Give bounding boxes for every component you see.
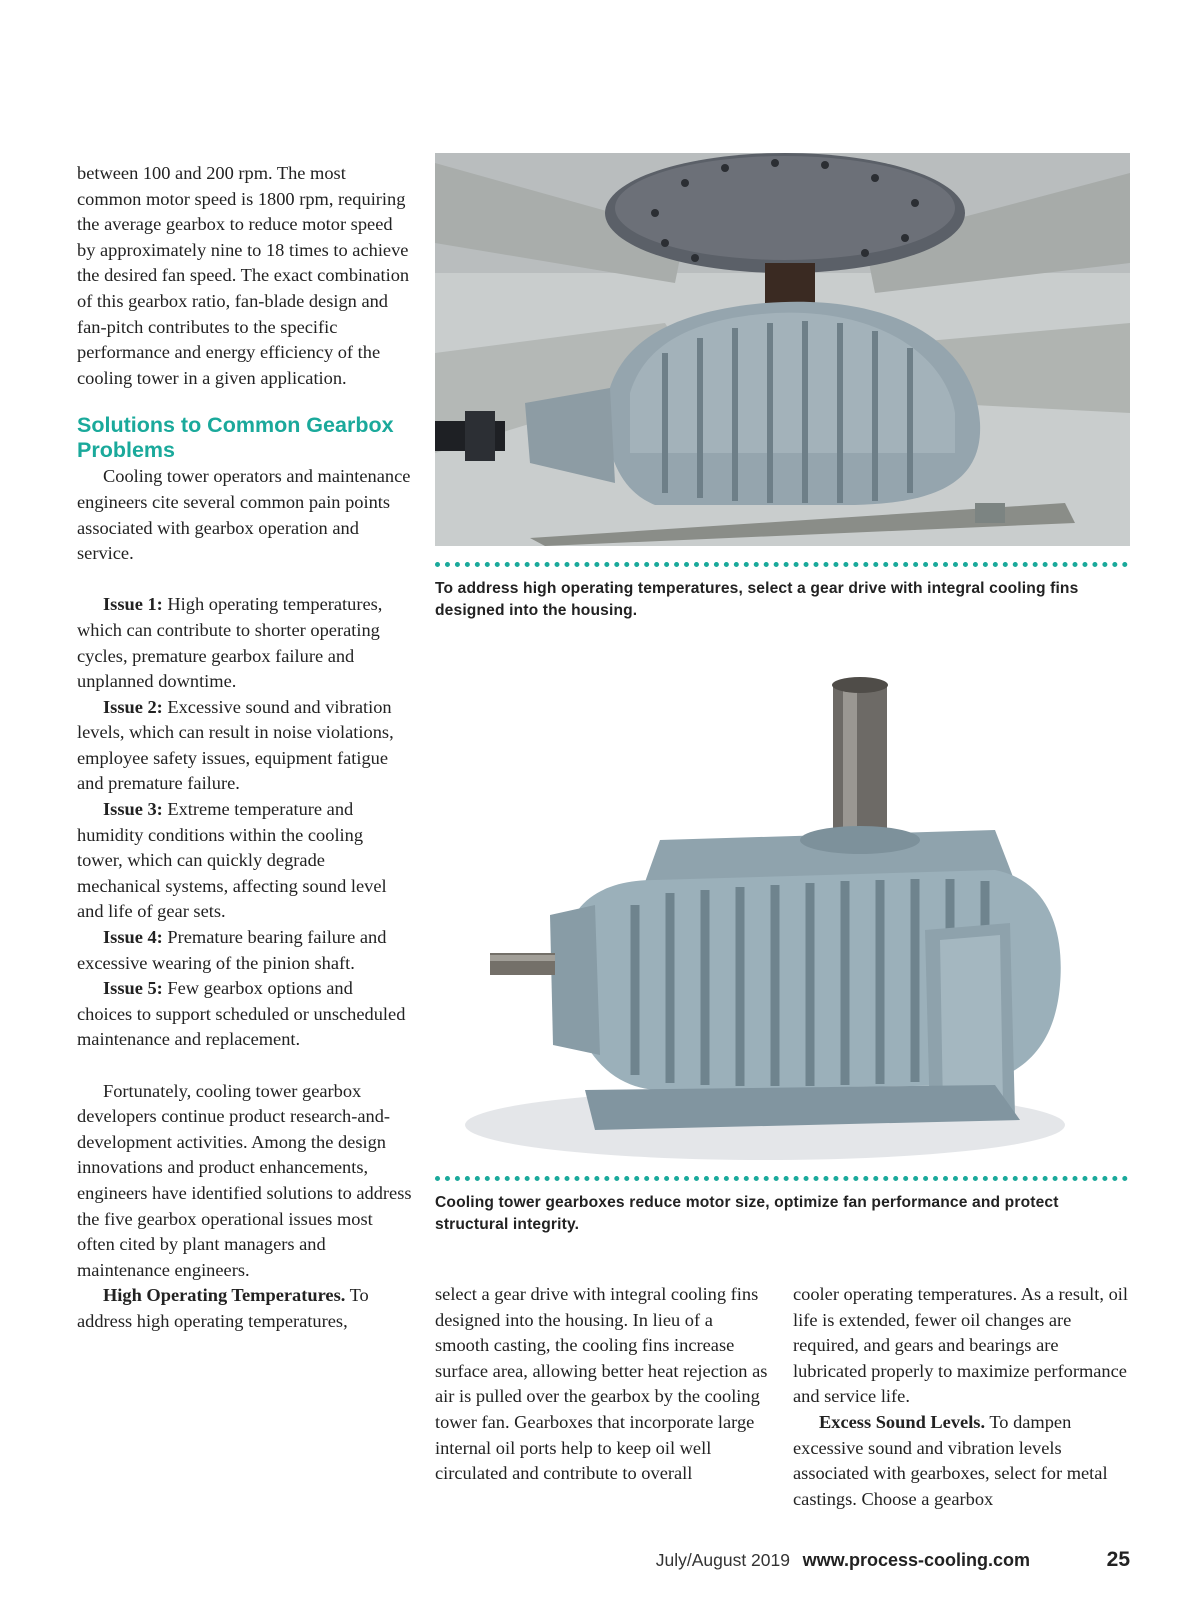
issue-label: Issue 5: [103, 978, 163, 999]
sound-paragraph [793, 1410, 1128, 1512]
issue-text: Premature bearing failure and excessive wearing of the pinion shaft. [77, 927, 387, 973]
issue-text: Extreme temperature and humidity conditions within the cooling tower, which can quickly degrade mechanical systems, affecting sound level and life of gear sets. [77, 799, 387, 922]
issue-label: Issue 1: [103, 594, 163, 615]
issue-text: Few gearbox options and choices to support scheduled or unscheduled maintenance and replacement. [77, 978, 406, 1050]
issue-label: Issue 3: [103, 799, 163, 820]
figure-caption-1: To address high operating temperatures, select a gear drive with integral cooling fins designed into the housing. [435, 580, 1079, 619]
subhead-label: Excess Sound Levels. [819, 1411, 986, 1432]
lead-paragraph: Cooling tower operators and maintenance engineers cite several common pain points associated with gearbox operation and service. [77, 466, 411, 564]
issue-paragraph-4 [77, 925, 412, 976]
issue-text: High operating temperatures, which can contribute to shorter operating cycles, premature gearbox failure and unplanned downtime. [77, 594, 383, 692]
page-footer [600, 1548, 1130, 1578]
subhead-text: To address high operating temperatures, [77, 1285, 369, 1331]
section-heading: Solutions to Common Gearbox Problems [77, 413, 394, 463]
issue-text: Excessive sound and vibration levels, which can result in noise violations, employee safety issues, equipment fatigue and premature failure. [77, 696, 394, 794]
caption-divider-2 [435, 1176, 1128, 1181]
middle-paragraph: select a gear drive with integral cooling fins designed into the housing. In lieu of a smooth casting, the cooling fins increase surface area, allowing better heat rejection as air is pulled over the gearbox by the cooling tower fan. Gearboxes that incorporate large internal oil ports help to keep oil well circulated and contribute to overall [435, 1284, 768, 1484]
issue-date: July/August 2019 [655, 1550, 790, 1570]
gearbox-product-illustration [435, 665, 1130, 1165]
caption-divider-1 [435, 562, 1128, 567]
issue-label: Issue 2: [103, 696, 163, 717]
fortunately-paragraph: Fortunately, cooling tower gearbox developers continue product research-and-development activities. Among the design innovations and product enhancements, engineers have identified solutions to address the five gearbox operational issues most often cited by plant managers and maintenance engineers. [77, 1080, 412, 1280]
issue-paragraph-1 [77, 592, 412, 694]
website-link[interactable]: www.process-cooling.com [802, 1550, 1030, 1570]
issue-paragraph-5 [77, 976, 412, 1053]
gearbox-fan-photo [435, 153, 1130, 546]
gearbox-fan-illustration [435, 153, 1130, 546]
high-temp-paragraph [77, 1283, 412, 1334]
subhead-label: High Operating Temperatures. [103, 1285, 346, 1306]
intro-paragraph: between 100 and 200 rpm. The most common motor speed is 1800 rpm, requiring the average gearbox to reduce motor speed by approximately nine to 18 times to achieve the desired fan speed. The exact combination of this gearbox ratio, fan-blade design and fan-pitch contributes to the specific performance and energy efficiency of the cooling tower in a given application. [77, 163, 410, 388]
middle-column [435, 1282, 770, 1487]
issue-paragraph-3 [77, 797, 412, 925]
right-column [793, 1282, 1128, 1512]
issue-label: Issue 4: [103, 927, 163, 948]
gearbox-product-photo [435, 665, 1130, 1165]
subhead-text: To dampen excessive sound and vibration levels associated with gearboxes, select for metal castings. Choose a gearbox [793, 1411, 1108, 1509]
page-number: 25 [1106, 1548, 1130, 1571]
left-column [77, 161, 412, 1335]
figure-caption-2: Cooling tower gearboxes reduce motor size, optimize fan performance and protect structural integrity. [435, 1194, 1059, 1233]
issue-paragraph-2 [77, 695, 412, 797]
right-paragraph: cooler operating temperatures. As a result, oil life is extended, fewer oil changes are required, and gears and bearings are lubricated properly to maximize performance and service life. [793, 1284, 1129, 1407]
